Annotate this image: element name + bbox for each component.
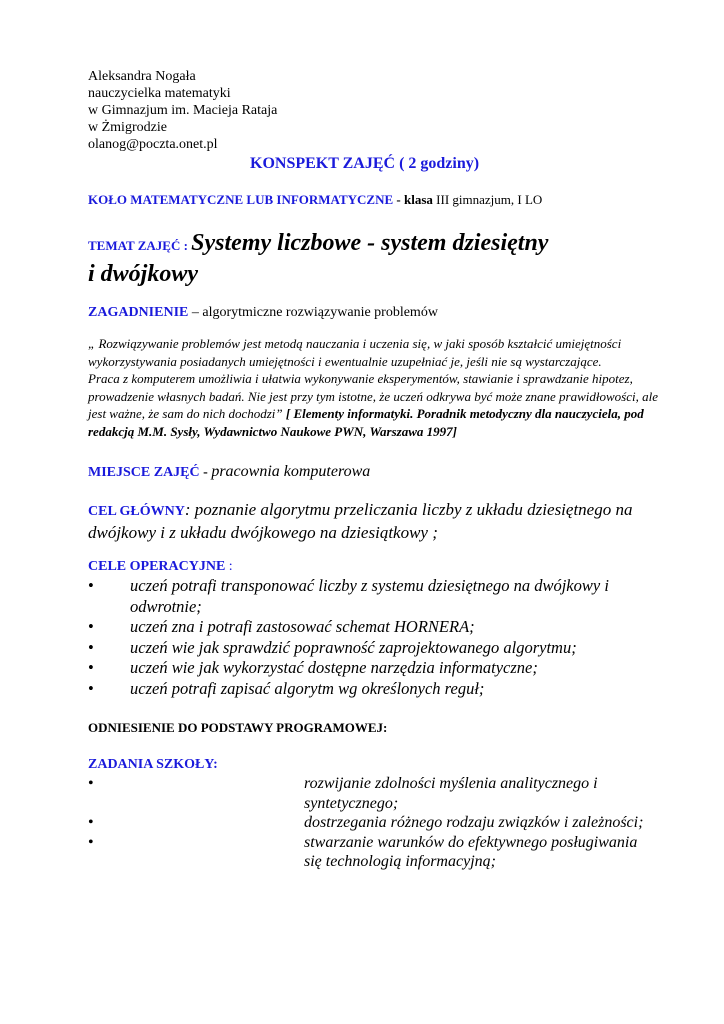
list-item-text: uczeń potrafi transponować liczby z systemu dziesiętnego na dwójkowy i odwrotnie; — [130, 576, 609, 616]
document-title: KONSPEKT ZAJĘĆ ( 2 godziny) — [250, 155, 480, 172]
list-item — [88, 813, 658, 833]
circle-label: KOŁO MATEMATYCZNE LUB INFORMATYCZNE — [88, 192, 394, 207]
author-block — [88, 68, 658, 153]
bullet-icon: • — [88, 617, 94, 636]
list-item-text: uczeń wie jak wykorzystać dostępne narzędzia informatyczne; — [130, 658, 538, 677]
goal-value: : poznanie algorytmu przeliczania liczby z układu dziesiętnego na dwójkowy i z układu dwójkowego na dziesiątkowy ; — [88, 500, 633, 542]
list-item-text: stwarzanie warunków do efektywnego posługiwania się technologią informacyjną; — [304, 833, 638, 870]
bullet-icon: • — [88, 833, 94, 851]
circle-line — [88, 191, 658, 208]
topic-block — [88, 229, 658, 291]
quote-text-2: Praca z komputerem umożliwia i ułatwia wykonywanie eksperymentów, stawianie i sprawdzanie hipotez, prowadzenie własnych badań. Nie jest przy tym istotne, że uczeń odkrywa być może znane prawidłowości, ale jest ważne, że sam do nich dochodzi” — [88, 371, 659, 421]
bullet-icon: • — [88, 658, 94, 677]
quote-paragraph-2 — [88, 370, 658, 440]
list-item-text: uczeń wie jak sprawdzić poprawność zaprojektowanego algorytmu; — [130, 637, 577, 657]
bullet-icon: • — [88, 775, 94, 792]
place-label: MIEJSCE ZAJĘĆ — [88, 465, 200, 480]
ops-colon: : — [225, 559, 233, 574]
class-value: III gimnazjum, I LO — [432, 192, 543, 207]
ops-label: CELE OPERACYJNE — [88, 559, 226, 574]
ops-list — [88, 576, 658, 699]
place-value: pracownia komputerowa — [211, 463, 371, 480]
list-item — [88, 774, 658, 813]
issue-label: ZAGADNIENIE — [88, 305, 189, 320]
school-tasks-heading: ZADANIA SZKOŁY: — [88, 757, 218, 772]
issue-line — [88, 304, 658, 322]
curriculum-heading: ODNIESIENIE DO PODSTAWY PROGRAMOWEJ: — [88, 720, 388, 735]
list-item — [88, 617, 658, 638]
author-role: nauczycielka matematyki — [88, 86, 231, 101]
list-item-text: uczeń zna i potrafi zastosować schemat HORNERA; — [130, 617, 475, 636]
list-item — [88, 679, 658, 700]
ops-heading — [88, 558, 658, 576]
topic-value-line2: i dwójkowy — [88, 261, 199, 287]
author-email: olanog@poczta.onet.pl — [88, 137, 218, 152]
list-item — [88, 576, 658, 617]
list-item — [88, 833, 658, 872]
list-item-text: rozwijanie zdolności myślenia analitycznego i syntetycznego; — [304, 775, 598, 812]
place-line — [88, 462, 658, 483]
bullet-icon: • — [88, 576, 94, 595]
quote-block — [88, 335, 658, 440]
topic-value-line1: Systemy liczbowe - system dziesiętny — [191, 230, 549, 256]
quote-text: „ Rozwiązywanie problemów jest metodą nauczania i uczenia się, w jaki sposób kształcić umiejętności wykorzystywania posiadanych umiejętności i ewentualnie uzupełniać je, jeśli nie są wystarczające. — [88, 336, 622, 369]
list-item-text: dostrzegania różnego rodzaju związków i zależności; — [304, 814, 644, 831]
author-name: Aleksandra Nogała — [88, 69, 196, 84]
goal-label: CEL GŁÓWNY — [88, 504, 185, 519]
school-tasks-list — [88, 774, 658, 872]
document-page — [88, 68, 658, 872]
bullet-icon: • — [88, 678, 94, 698]
list-item — [88, 658, 658, 679]
list-item — [88, 638, 658, 659]
topic-label: TEMAT ZAJĘĆ : — [88, 238, 192, 253]
author-school: w Gimnazjum im. Macieja Rataja — [88, 103, 278, 118]
place-sep: - — [199, 465, 212, 480]
author-city: w Żmigrodzie — [88, 120, 167, 135]
quote-source: [ Elementy informatyki. Poradnik metodyczny dla nauczyciela, pod redakcją M.M. Sysły, Wydawnictwo Naukowe PWN, Warszawa 1997] — [88, 406, 644, 439]
bullet-icon: • — [88, 814, 94, 831]
goal-block — [88, 499, 658, 543]
list-item-text: uczeń potrafi zapisać algorytm wg określonych reguł; — [130, 678, 485, 698]
circle-sep: - — [393, 192, 404, 207]
class-label: klasa — [404, 192, 433, 207]
bullet-icon: • — [88, 637, 94, 657]
issue-value: – algorytmiczne rozwiązywanie problemów — [188, 305, 438, 320]
